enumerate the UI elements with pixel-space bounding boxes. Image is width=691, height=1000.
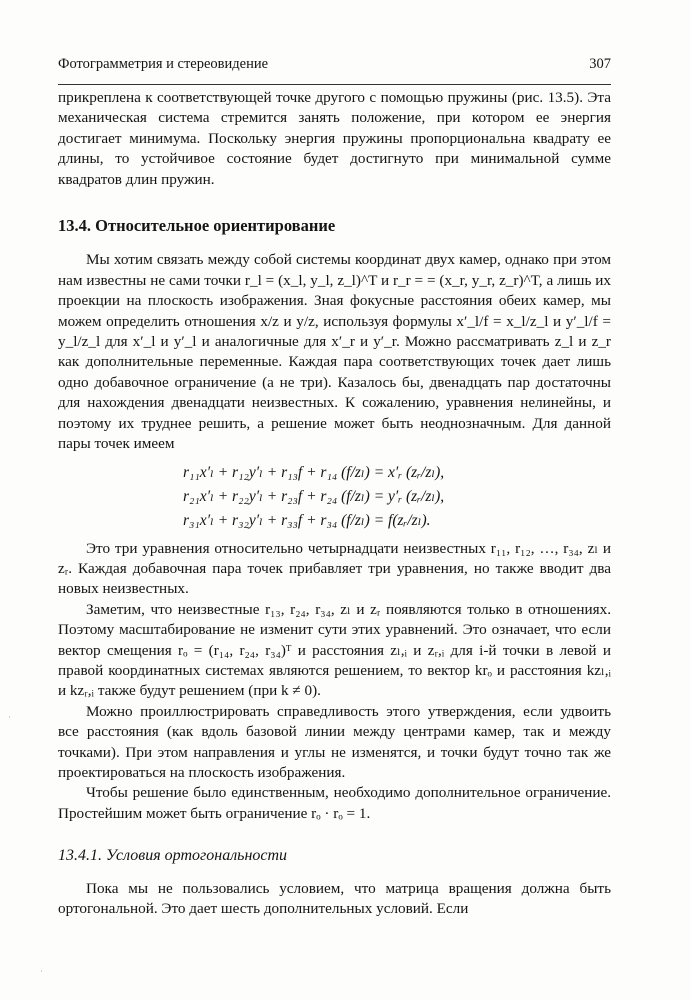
- equation-1: r₁₁x′ₗ + r₁₂y′ₗ + r₁₃f + r₁₄ (f/zₗ) = x′ᵣ (zᵣ/zₗ),: [183, 463, 445, 481]
- paragraph-3: Заметим, что неизвестные r₁₃, r₂₄, r₃₄, zₗ и zᵣ появляются только в отношениях. Поэтому масштабирование не изменит сути этих уравнений. Это означает, что если вектор смещения rₒ = (r₁₄, r₂₄, r₃₄)ᵀ и расстояния zₗ,ᵢ и zᵣ,ᵢ для i-й точки в левой и правой координатных системах являются решением, то вектор krₒ и расстояния kzₗ,ᵢ и kzᵣ,ᵢ также будут решением (при k ≠ 0).: [58, 600, 611, 700]
- paragraph-2: Это три уравнения относительно четырнадцати неизвестных r₁₁, r₁₂, …, r₃₄, zₗ и zᵣ. Каждая добавочная пара точек прибавляет три уравнения, но также вводит два новых неизвестных.: [58, 539, 611, 598]
- section-title: 13.4. Относительное ориентирование: [58, 216, 336, 236]
- running-title: Фотограмметрия и стереовидение: [58, 56, 269, 72]
- paragraph-1: Мы хотим связать между собой системы координат двух камер, однако при этом нам известны не сами точки r_l = (x_l, y_l, z_l)^T и r_r = = (x_r, y_r, z_r)^T, а лишь их проекции на плоскость изображения. Зная фокусные расстояния обеих камер, мы можем определить отношения x/z и y/z, используя формулы x′_l/f = x_l/z_l и y′_l/f = y_l/z_l для x′_l и y′_l и аналогичные для x′_r и y′_r. Можно рассматривать z_l и z_r как дополнительные переменные. Каждая пара соответствующих точек дает лишь одно добавочное ограничение (а не три). Казалось бы, двенадцать пар достаточны для нахождения двенадцати неизвестных. К сожалению, уравнения нелинейны, и поэтому их труднее решить, а решение может быть неоднозначным. Для данной пары точек имеем: [58, 251, 611, 453]
- equation-2: r₂₁x′ₗ + r₂₂y′ₗ + r₂₃f + r₂₄ (f/zₗ) = y′ᵣ (zᵣ/zₗ),: [183, 487, 445, 505]
- scan-speck: ·: [40, 966, 43, 976]
- page-body: [58, 88, 611, 919]
- subsection-title: 13.4.1. Условия ортогональности: [58, 847, 288, 865]
- header-rule: [58, 84, 611, 85]
- page-number: 307: [589, 56, 611, 72]
- paragraph-4: Можно проиллюстрировать справедливость этого утверждения, если удвоить все расстояния (как вдоль базовой линии между центрами камер, так и между точками). При этом направления и углы не изменятся, и точки будут точно так же проектироваться на плоскость изображения.: [58, 702, 611, 781]
- scan-speck: ·: [8, 712, 11, 722]
- paragraph-5: Чтобы решение было единственным, необходимо дополнительное ограничение. Простейшим может быть ограничение rₒ · rₒ = 1.: [58, 784, 611, 822]
- subsection-paragraph-1: Пока мы не пользовались условием, что матрица вращения должна быть ортогональной. Это дает шесть дополнительных условий. Если: [58, 879, 611, 917]
- page-header: [58, 56, 611, 73]
- equation-3: r₃₁x′ₗ + r₃₂y′ₗ + r₃₃f + r₃₄ (f/zₗ) = f(zᵣ/zₗ).: [183, 511, 431, 529]
- equation-block: [58, 461, 611, 533]
- intro-paragraph: прикреплена к соответствующей точке другого с помощью пружины (рис. 13.5). Эта механическая система стремится занять положение, при котором ее энергия достигает минимума. Поскольку энергия пружины пропорциональна квадрату ее длины, то устойчивое состояние будет достигнуто при минимальной сумме квадратов длин пружин.: [58, 89, 611, 188]
